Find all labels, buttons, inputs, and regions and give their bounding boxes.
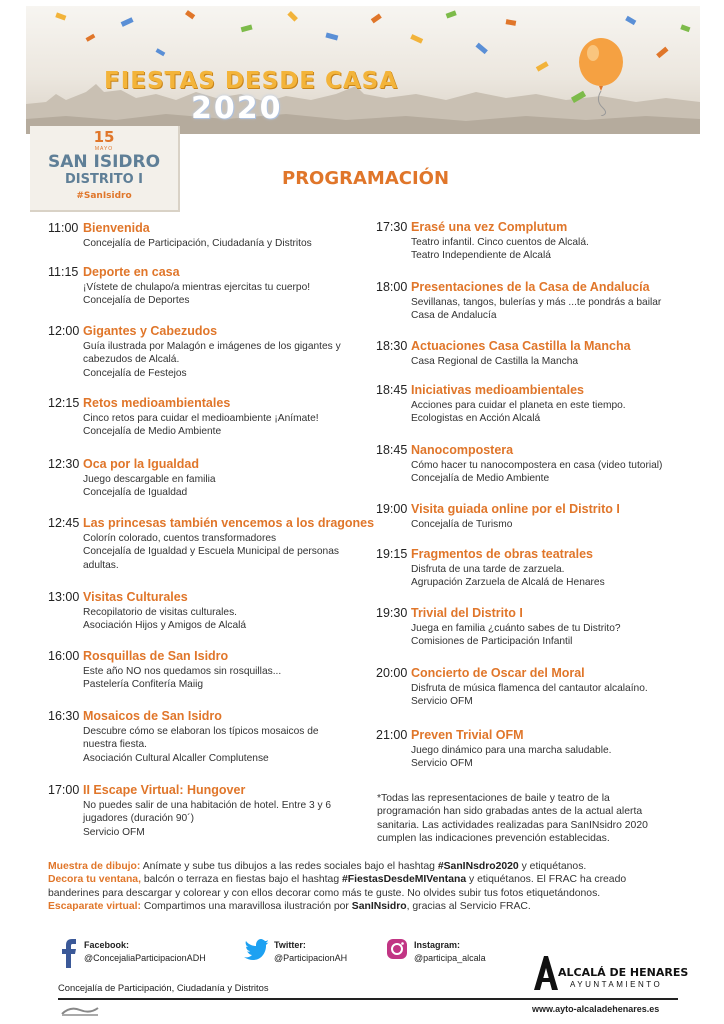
badge-month: MAYO xyxy=(94,146,114,152)
item-line: Juego descargable en familia xyxy=(83,474,216,485)
event-badge xyxy=(30,126,180,212)
item-title: Actuaciones Casa Castilla la Mancha xyxy=(411,339,631,353)
item-time: 12:15 xyxy=(48,396,80,410)
showcase-hashtag: SanINsidro xyxy=(351,900,407,912)
item-title: Bienvenida xyxy=(83,221,150,235)
banner-year: 2020 xyxy=(191,91,283,126)
header-banner xyxy=(26,6,700,134)
item-time: 19:15 xyxy=(376,547,408,561)
item-line: nuestra fiesta. xyxy=(83,739,147,751)
item-line: Ecologistas en Acción Alcalá xyxy=(411,413,541,425)
item-title: Nanocompostera xyxy=(411,443,514,457)
item-line: Asociación Cultural Alcaller Complutense xyxy=(83,752,269,764)
item-title: Iniciativas medioambientales xyxy=(411,383,584,397)
page-title: PROGRAMACIÓN xyxy=(282,168,450,189)
item-title: Retos medioambientales xyxy=(83,396,231,410)
showcase-row xyxy=(48,900,698,913)
item-line: Disfruta de música flamenca del cantautor alcalaíno. xyxy=(411,683,648,694)
organizer-line: Concejalía de Participación, Ciudadanía y Distritos xyxy=(58,982,269,993)
footer-divider xyxy=(58,998,678,1000)
item-line: Descubre cómo se elaboran los típicos mosaicos de xyxy=(83,726,319,737)
item-title: Rosquillas de San Isidro xyxy=(83,649,229,663)
item-title: Preven Trivial OFM xyxy=(411,728,524,742)
showcase-tail: , gracias al Servicio FRAC. xyxy=(406,900,531,912)
item-time: 17:30 xyxy=(376,220,408,234)
facebook-label: Facebook: xyxy=(84,940,130,950)
facebook-link[interactable] xyxy=(58,938,238,972)
item-line: Cómo hacer tu nanocompostera en casa (video tutorial) xyxy=(411,460,663,471)
item-title: II Escape Virtual: Hungover xyxy=(83,783,246,797)
item-line: Asociación Hijos y Amigos de Alcalá xyxy=(83,620,247,632)
item-line: Teatro Independiente de Alcalá xyxy=(411,250,551,262)
item-line: No puedes salir de una habitación de hotel. Entre 3 y 6 xyxy=(83,800,332,811)
item-time: 12:45 xyxy=(48,516,80,530)
item-line: Sevillanas, tangos, bulerías y más ...te pondrás a bailar xyxy=(411,297,662,308)
item-time: 16:30 xyxy=(48,709,80,723)
item-title: Las princesas también vencemos a los dragones xyxy=(83,516,375,530)
twitter-link[interactable] xyxy=(244,938,384,972)
item-line: Guía ilustrada por Malagón e imágenes de los gigantes y xyxy=(83,341,341,352)
note-line: programación han sido grabadas antes de la actual alerta xyxy=(377,806,643,818)
item-time: 19:30 xyxy=(376,606,408,620)
item-line: Casa Regional de Castilla la Mancha xyxy=(411,356,579,367)
item-line: Pastelería Confitería Maiig xyxy=(83,679,204,691)
item-title: Visita guiada online por el Distrito I xyxy=(411,502,620,516)
instagram-handle: @participa_alcala xyxy=(414,953,486,963)
item-line: Agrupación Zarzuela de Alcalá de Henares xyxy=(411,577,605,589)
item-line: Recopilatorio de visitas culturales. xyxy=(83,607,238,618)
facebook-handle: @ConcejaliaParticipacionADH xyxy=(84,953,206,963)
item-line: Juego dinámico para una marcha saludable. xyxy=(411,745,612,756)
window-hashtag: #FiestasDesdeMIVentana xyxy=(341,874,467,886)
item-line: Concejalía de Participación, Ciudadanía y Distritos xyxy=(83,238,312,249)
window-row xyxy=(48,873,698,886)
window-tail: y etiquétanos. El FRAC ha creado xyxy=(466,874,627,886)
item-line: Acciones para cuidar el planeta en este tiempo. xyxy=(411,400,626,411)
item-title: Visitas Culturales xyxy=(83,590,188,604)
badge-hashtag: #SanIsidro xyxy=(76,191,132,201)
item-title: Trivial del Distrito I xyxy=(411,606,523,620)
item-time: 20:00 xyxy=(376,666,408,680)
small-logo-icon xyxy=(60,1004,100,1018)
drawing-label: Muestra de dibujo: xyxy=(48,861,141,872)
item-line: Colorín colorado, cuentos transformadores xyxy=(83,533,277,544)
drawing-text: Anímate y sube tus dibujos a las redes sociales bajo el hashtag xyxy=(140,861,438,872)
item-line: Concejalía de Medio Ambiente xyxy=(83,426,222,438)
instagram-icon xyxy=(386,938,408,960)
item-time: 11:00 xyxy=(48,221,79,235)
item-title: Gigantes y Cabezudos xyxy=(83,324,218,338)
city-council-subtitle: AYUNTAMIENTO xyxy=(570,980,663,989)
window-label: Decora tu ventana, xyxy=(48,874,141,886)
item-line: Este año NO nos quedamos sin rosquillas... xyxy=(83,666,282,677)
item-time: 19:00 xyxy=(376,502,408,516)
item-line: Concejalía de Medio Ambiente xyxy=(411,473,550,485)
item-time: 12:30 xyxy=(48,457,80,471)
item-time: 13:00 xyxy=(48,590,80,604)
item-line: Concejalía de Igualdad y Escuela Municipal de personas xyxy=(83,546,339,558)
item-line: Disfruta de una tarde de zarzuela. xyxy=(411,564,565,575)
item-time: 18:45 xyxy=(376,443,408,457)
item-title: Deporte en casa xyxy=(83,265,180,279)
item-line: Concejalía de Deportes xyxy=(83,295,190,307)
item-line: Servicio OFM xyxy=(411,696,473,708)
website-link[interactable]: www.ayto-alcaladehenares.es xyxy=(532,1004,660,1014)
item-line: cabezudos de Alcalá. xyxy=(83,354,180,366)
badge-day: 15 xyxy=(93,128,115,146)
twitter-label: Twitter: xyxy=(274,940,306,950)
item-line: Concejalía de Turismo xyxy=(411,519,513,530)
showcase-text: Compartimos una maravillosa ilustración por xyxy=(140,900,352,912)
item-time: 21:00 xyxy=(376,728,408,742)
window-row-2: banderines para descargar y colorear y con ellos decorar como más te guste. No olvides subir tus fotos etiquetándonos. xyxy=(48,887,601,899)
item-line: Cinco retos para cuidar el medioambiente ¡Anímate! xyxy=(83,413,319,424)
drawing-row xyxy=(48,860,698,873)
item-title: Erasé una vez Complutum xyxy=(411,220,568,234)
city-council-name: ALCALÁ DE HENARES xyxy=(558,966,689,979)
item-line: Casa de Andalucía xyxy=(411,310,497,322)
item-line: Servicio OFM xyxy=(83,826,145,838)
banner-title: FIESTAS DESDE CASA xyxy=(104,68,399,94)
badge-name: SAN ISIDRO xyxy=(47,152,161,172)
item-title: Concierto de Oscar del Moral xyxy=(411,666,585,680)
showcase-label: Escaparate virtual: xyxy=(48,900,141,912)
item-line: Juega en familia ¿cuánto sabes de tu Distrito? xyxy=(411,623,621,634)
item-title: Oca por la Igualdad xyxy=(83,457,199,471)
note-line: *Todas las representaciones de baile y teatro de la xyxy=(377,793,610,804)
extra-activities xyxy=(48,860,698,913)
item-time: 18:45 xyxy=(376,383,408,397)
item-line: Comisiones de Participación Infantil xyxy=(411,636,573,648)
disclaimer-note xyxy=(377,792,693,845)
drawing-tail: y etiquétanos. xyxy=(518,861,587,872)
item-time: 17:00 xyxy=(48,783,80,797)
item-title: Fragmentos de obras teatrales xyxy=(411,547,594,561)
instagram-label: Instagram: xyxy=(414,940,461,950)
note-line: cumplen las indicaciones prevención establecidas. xyxy=(377,832,610,844)
twitter-handle: @ParticipacionAH xyxy=(274,953,348,963)
item-line: Servicio OFM xyxy=(411,758,473,770)
drawing-hashtag: #SanINsdro2020 xyxy=(437,861,519,872)
balloon-image xyxy=(571,36,631,116)
item-line: Concejalía de Festejos xyxy=(83,367,187,379)
item-line: Concejalía de Igualdad xyxy=(83,487,188,499)
item-line: ¡Vístete de chulapo/a mientras ejercitas tu cuerpo! xyxy=(83,282,311,293)
item-line: jugadores (duración 90´) xyxy=(83,813,194,825)
city-council-logo xyxy=(532,952,558,992)
note-line: sanitaria. Las actividades realizadas para SanINsidro 2020 xyxy=(377,819,648,831)
badge-district: DISTRITO I xyxy=(65,172,143,187)
item-time: 16:00 xyxy=(48,649,80,663)
item-title: Mosaicos de San Isidro xyxy=(83,709,222,723)
item-line: adultas. xyxy=(83,559,119,571)
twitter-icon xyxy=(244,938,270,962)
item-title: Presentaciones de la Casa de Andalucía xyxy=(411,280,650,294)
item-line: Teatro infantil. Cinco cuentos de Alcalá. xyxy=(411,237,589,248)
item-time: 11:15 xyxy=(48,265,79,279)
instagram-link[interactable] xyxy=(386,938,526,972)
item-time: 18:30 xyxy=(376,339,408,353)
item-time: 12:00 xyxy=(48,324,80,338)
facebook-icon xyxy=(58,938,80,968)
item-time: 18:00 xyxy=(376,280,408,294)
window-text: balcón o terraza en fiestas bajo el hashtag xyxy=(140,874,342,886)
